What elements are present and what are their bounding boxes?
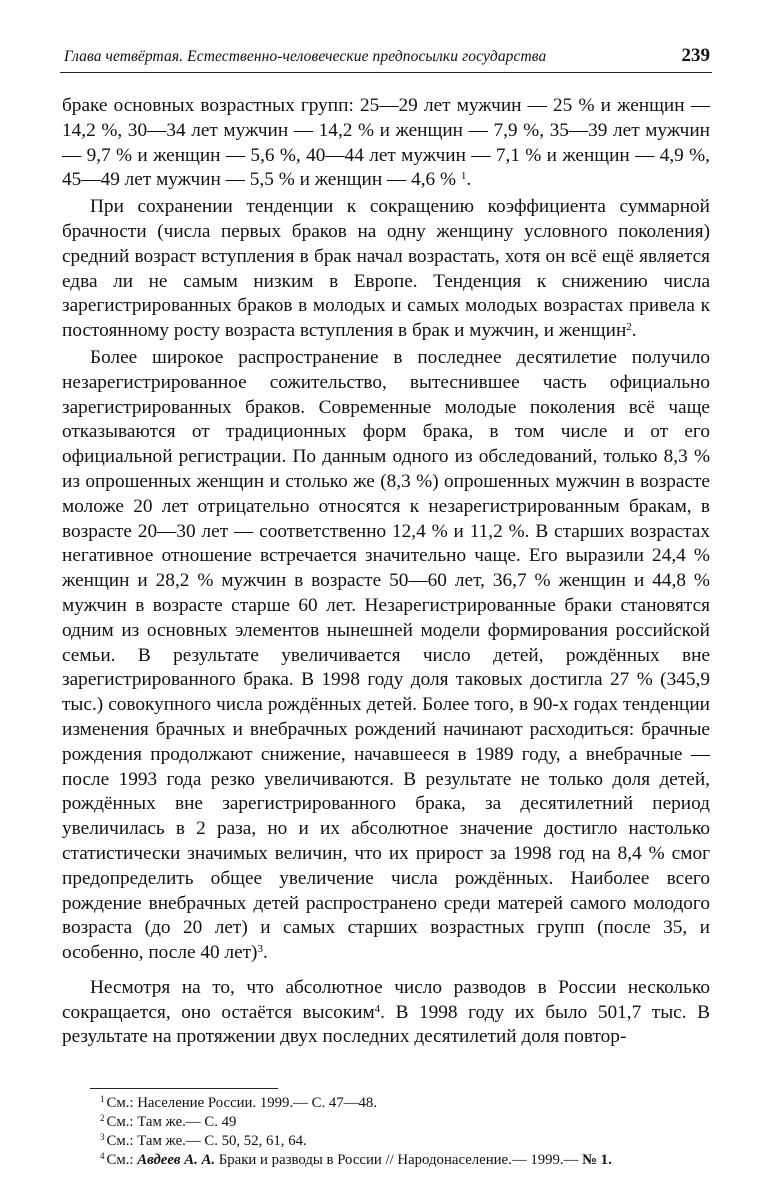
footnote-separator: [90, 1088, 278, 1089]
paragraph-1-end: .: [466, 169, 472, 191]
body-text: [62, 94, 710, 1050]
footnote-4: [100, 1151, 720, 1170]
paragraph-2: [62, 195, 710, 344]
footnote-text: См.: Население России. 1999.— С. 47—48.: [106, 1095, 378, 1111]
footnote-mark: 2: [100, 1113, 105, 1123]
paragraph-1: [62, 94, 710, 193]
footnote-ref-3[interactable]: 3: [257, 943, 263, 956]
paragraph-4: [62, 976, 710, 1050]
footnote-text: См.: Там же.— С. 49: [106, 1114, 237, 1130]
paragraph-4-rest: . В 1998 году их было 501,7 тыс. В результате на протяжении двух последних десятилетий доля повтор-: [62, 1001, 710, 1048]
footnote-text: См.: Там же.— С. 50, 52, 61, 64.: [106, 1133, 307, 1149]
footnote-mark: 4: [100, 1151, 105, 1161]
paragraph-3: [62, 346, 710, 966]
footnote-mark: 1: [100, 1094, 105, 1104]
footnote-3: [100, 1132, 720, 1151]
running-head: Глава четвёртая. Естественно-человеческие предпосылки государства: [64, 48, 547, 65]
footnote-ref-2[interactable]: 2: [626, 321, 632, 334]
footnote-2: [100, 1113, 720, 1132]
footnote-ref-1[interactable]: 1: [460, 170, 467, 183]
footnote-author: Авдеев А. А.: [137, 1152, 216, 1168]
footnotes: [100, 1094, 720, 1170]
paragraph-4-text: Несмотря на то, что абсолютное число разводов в России несколько сокращается, оно остаётся высоким: [62, 976, 710, 1023]
footnote-issue: № 1: [582, 1152, 609, 1168]
paragraph-3-end: .: [262, 942, 268, 964]
footnote-1: [100, 1094, 720, 1113]
paragraph-2-text: При сохранении тенденции к сокращению коэффициента суммарной брачности (числа первых браков на одну женщину условного поколения) средний возраст вступления в брак начал возрастать, хотя он всё ещё является едва ли не самым низким в Европе. Тенденция к снижению числа зарегистрированных браков в молодых и самых молодых возрастах привела к постоянному росту возраста вступления в брак и мужчин, и женщин: [62, 196, 710, 342]
footnote-end: .: [608, 1152, 612, 1168]
page-number: 239: [681, 45, 710, 66]
paragraph-3-text: Более широкое распространение в последнее десятилетие получило незарегистрированное сожительство, вытеснившее часть официально зарегистрированных браков. Современные молодые поколения всё чаще отказываются от традиционных форм брака, в том числе и от его официальной регистрации. По данным одного из обследований, только 8,3 % из опрошенных женщин и столько же (8,3 %) опрошенных мужчин в возрасте моложе 20 лет отрицательно относятся к незарегистрированным бракам, в возрасте 20—30 лет — соответственно 12,4 % и 11,2 %. В старших возрастах негативное отношение встречается значительно чаще. Его выразили 24,4 % женщин и 28,2 % мужчин в возрасте 50—60 лет, 36,7 % женщин и 44,8 % мужчин в возрасте старше 60 лет. Незарегистрированные браки становятся одним из основных элементов нынешней модели формирования российской семьи. В результате увеличивается число детей, рождённых вне зарегистрированного брака. В 1998 году доля таковых достигла 27 % (345,9 тыс.) совокупного числа рождённых детей. Более того, в 90-х годах тенденции изменения брачных и внебрачных рождений начинают расходиться: брачные рождения продолжают снижение, начавшееся в 1989 году, а внебрачные — после 1993 года резко увеличиваются. В результате не только доля детей, рождённых вне зарегистрированного брака, за десятилетний период увеличилась в 2 раза, но и их абсолютное значение достигло настолько статистически значимых величин, что их прирост за 1998 год на 8,4 % смог предопределить общее увеличение числа рождённых. Наиболее всего рождение внебрачных детей распространено среди матерей самого молодого возраста (до 20 лет) и самых старших возрастных групп (после 35, и особенно, после 40 лет): [62, 346, 710, 964]
paragraph-2-end: .: [631, 320, 637, 342]
footnote-ref-4[interactable]: 4: [374, 1002, 381, 1015]
paragraph-1-text: браке основных возрастных групп: 25—29 лет мужчин — 25 % и женщин — 14,2 %, 30—34 лет мужчин — 14,2 % и женщин — 7,9 %, 35—39 лет мужчин — 9,7 % и женщин — 5,6 %, 40—44 лет мужчин — 7,1 % и женщин — 4,9 %, 45—49 лет мужчин — 5,5 % и женщин — 4,6 %: [62, 95, 710, 191]
footnote-title: Браки и разводы в России // Народонаселение.— 1999.—: [215, 1152, 583, 1168]
footnote-mark: 3: [100, 1132, 105, 1142]
page-header: [60, 44, 712, 73]
footnote-prefix: См.:: [106, 1152, 138, 1168]
